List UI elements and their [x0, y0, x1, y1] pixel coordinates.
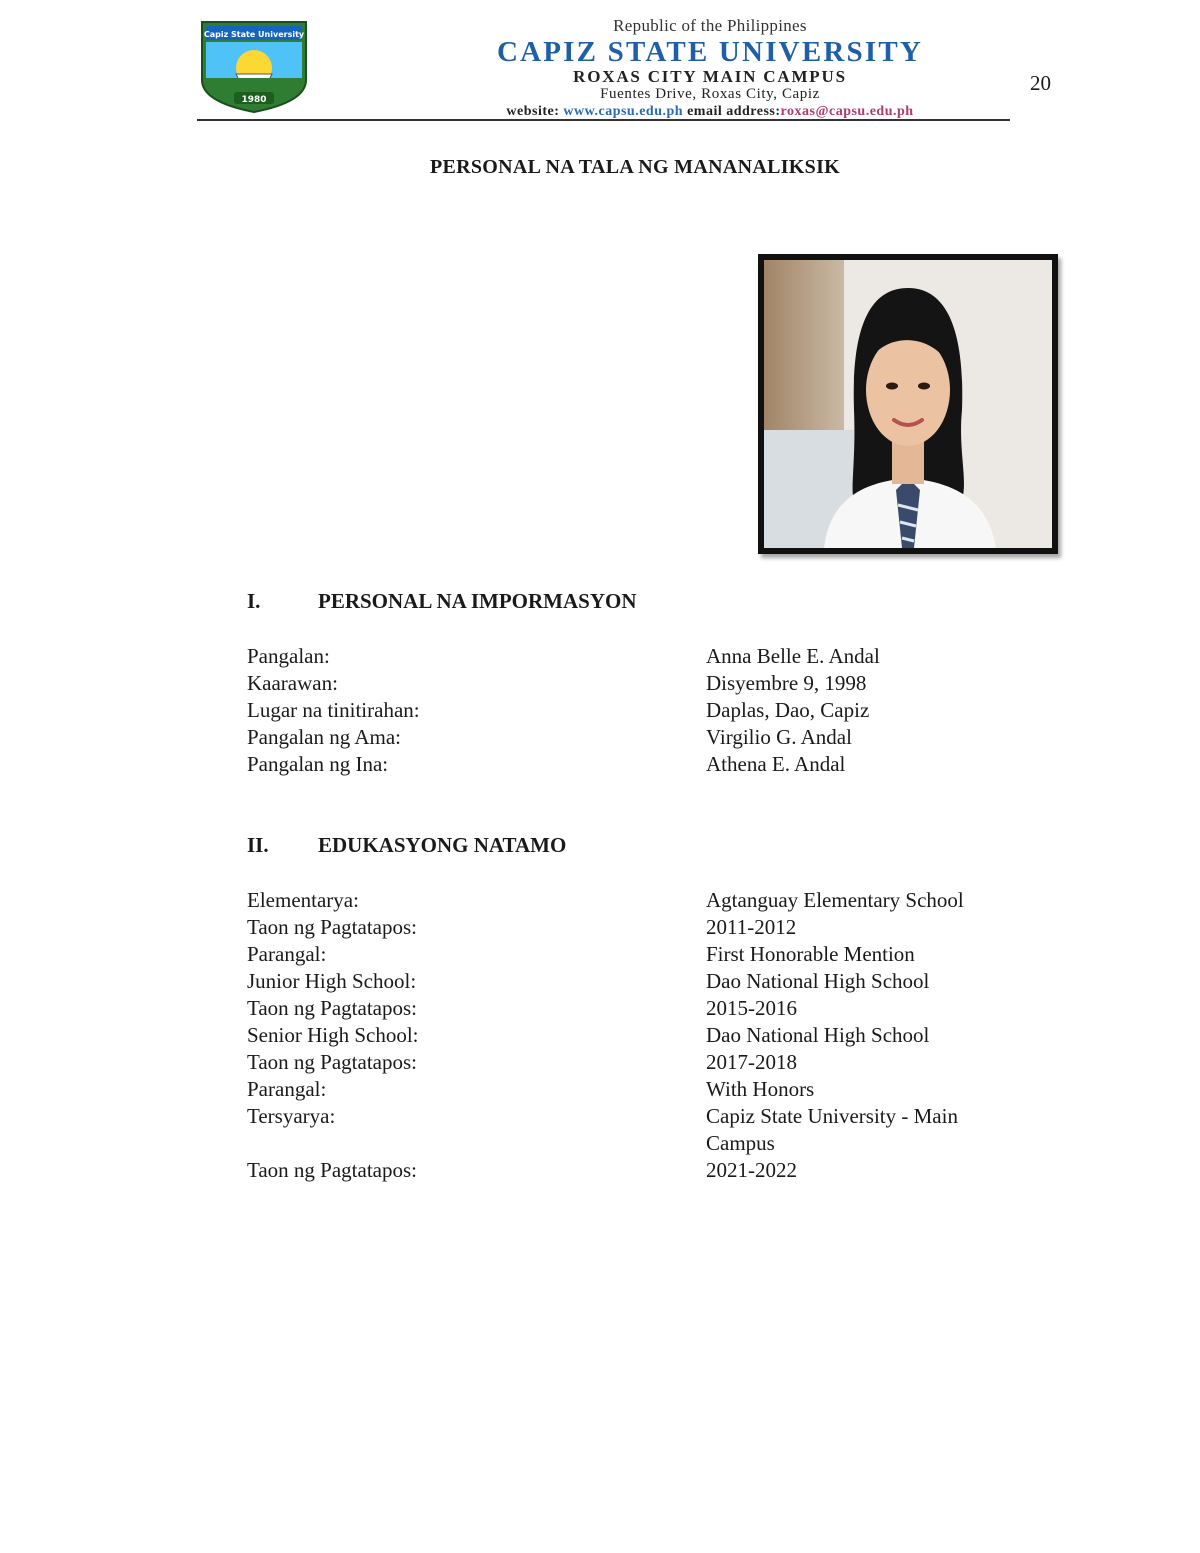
- svg-text:Capiz State University: Capiz State University: [203, 30, 305, 39]
- republic-line: Republic of the Philippines: [613, 16, 807, 35]
- edu-value: 2011-2012: [706, 915, 797, 939]
- researcher-photo: [758, 254, 1058, 554]
- edu-value: First Honorable Mention: [706, 942, 915, 966]
- edu-label: Senior High School:: [247, 1023, 419, 1047]
- edu-row: [247, 1076, 1027, 1103]
- letterhead: [410, 16, 1010, 121]
- info-label: Pangalan ng Ama:: [247, 725, 401, 749]
- edu-label: Parangal:: [247, 1077, 327, 1101]
- edu-row: [247, 1103, 1027, 1157]
- personal-info-list: [247, 643, 1027, 778]
- svg-text:1980: 1980: [241, 95, 267, 105]
- edu-label: Taon ng Pagtatapos:: [247, 1050, 417, 1074]
- edu-value: 2021-2022: [706, 1158, 797, 1182]
- edu-label: Parangal:: [247, 942, 327, 966]
- campus-name: ROXAS CITY MAIN CAMPUS: [573, 67, 847, 86]
- website-label: website:: [506, 104, 560, 119]
- edu-label: Elementarya:: [247, 888, 359, 912]
- info-value: Daplas, Dao, Capiz: [706, 698, 870, 722]
- email-link[interactable]: roxas@capsu.edu.ph: [780, 104, 914, 119]
- edu-value: Dao National High School: [706, 969, 930, 993]
- document-title: PERSONAL NA TALA NG MANANALIKSIK: [429, 156, 841, 178]
- edu-value: 2017-2018: [706, 1050, 797, 1074]
- university-logo: [198, 18, 310, 114]
- edu-row: [247, 968, 1027, 995]
- university-name: CAPIZ STATE UNIVERSITY: [496, 36, 924, 68]
- info-value: Athena E. Andal: [706, 752, 846, 776]
- info-value: Disyembre 9, 1998: [706, 671, 867, 695]
- info-label: Pangalan ng Ina:: [247, 752, 389, 776]
- edu-label: Taon ng Pagtatapos:: [247, 915, 417, 939]
- campus-address: Fuentes Drive, Roxas City, Capiz: [600, 86, 820, 102]
- edu-value: 2015-2016: [706, 996, 797, 1020]
- info-row-name: [247, 643, 1027, 670]
- info-label: Lugar na tinitirahan:: [247, 698, 420, 722]
- info-label: Kaarawan:: [247, 671, 338, 695]
- section-heading-personal: PERSONAL NA IMPORMASYON: [318, 589, 637, 613]
- edu-row: [247, 887, 1027, 914]
- edu-row: [247, 995, 1027, 1022]
- edu-value: Agtanguay Elementary School: [706, 888, 964, 912]
- edu-label: Junior High School:: [247, 969, 417, 993]
- info-row-father: [247, 724, 1027, 751]
- section-heading-education: EDUKASYONG NATAMO: [318, 833, 567, 857]
- edu-row: [247, 914, 1027, 941]
- edu-value: Dao National High School: [706, 1023, 930, 1047]
- info-label: Pangalan:: [247, 644, 330, 668]
- edu-row: [247, 1049, 1027, 1076]
- education-list: [247, 887, 1027, 1184]
- section-number-education: II.: [247, 833, 269, 857]
- section-number-personal: I.: [247, 589, 261, 613]
- info-row-address: [247, 697, 1027, 724]
- website-link[interactable]: www.capsu.edu.ph: [563, 104, 684, 119]
- edu-row: [247, 1022, 1027, 1049]
- page-number: 20: [1030, 71, 1051, 95]
- info-value: Anna Belle E. Andal: [706, 644, 880, 668]
- info-row-birthday: [247, 670, 1027, 697]
- email-label: email address:: [687, 104, 781, 119]
- edu-label: Tersyarya:: [247, 1104, 336, 1128]
- info-value: Virgilio G. Andal: [706, 725, 852, 749]
- edu-row: [247, 941, 1027, 968]
- edu-row: [247, 1157, 1027, 1184]
- edu-value: Capiz State University - Main Campus: [706, 1104, 958, 1155]
- edu-label: Taon ng Pagtatapos:: [247, 996, 417, 1020]
- edu-value: With Honors: [706, 1077, 815, 1101]
- edu-label: Taon ng Pagtatapos:: [247, 1158, 417, 1182]
- info-row-mother: [247, 751, 1027, 778]
- header-divider: [197, 119, 1010, 121]
